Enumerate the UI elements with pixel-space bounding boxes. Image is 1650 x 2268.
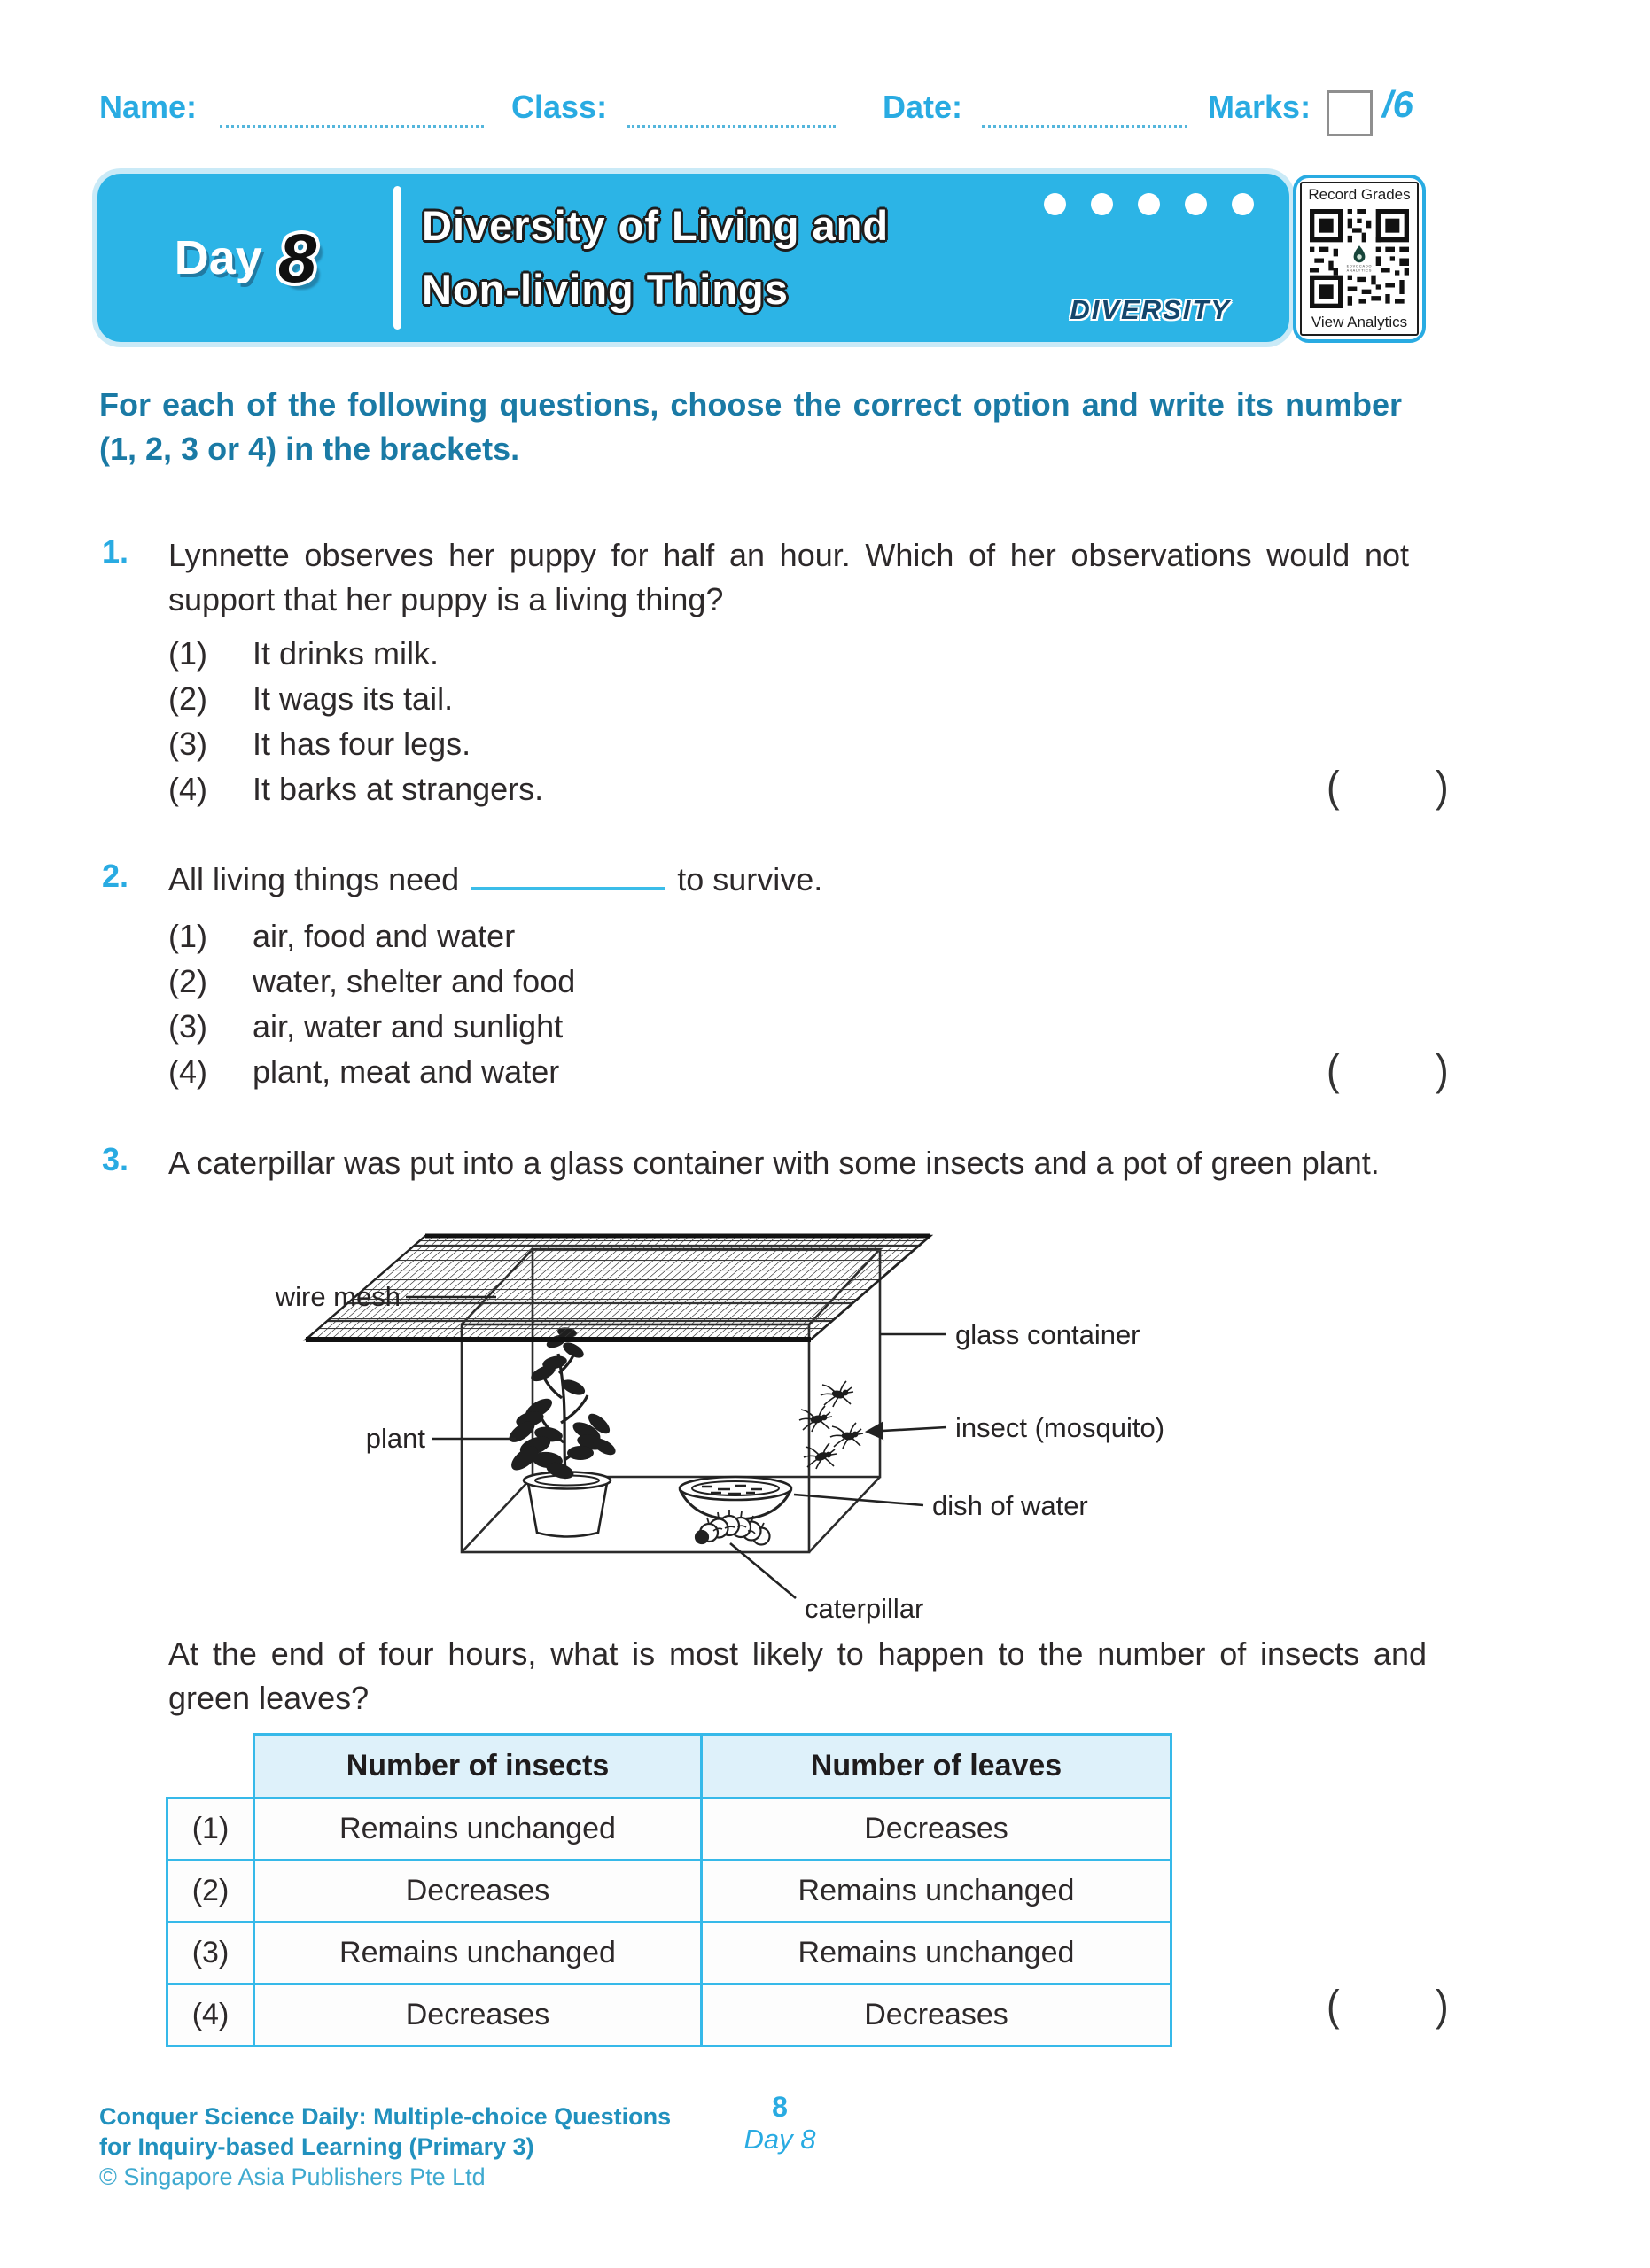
marks-score-box[interactable] <box>1327 90 1373 136</box>
cell-insects: Decreases <box>254 1984 702 2047</box>
question3-text: A caterpillar was put into a glass container with some insects and a pot of green plant. <box>168 1145 1380 1181</box>
dish-pointer <box>794 1495 923 1505</box>
day-label: Day <box>174 231 262 284</box>
cell-insects: Decreases <box>254 1860 702 1922</box>
question1-number: 1. <box>102 533 129 570</box>
table-row <box>167 1798 1171 1860</box>
table-row <box>167 1984 1171 2047</box>
instruction-text: For each of the following questions, choose the correct option and write its number (1, 2, 3 or 4) in the brackets. <box>99 386 1402 467</box>
cell-insects: Remains unchanged <box>254 1798 702 1860</box>
marks-label: Marks: <box>1208 89 1311 125</box>
dish-of-water-figure <box>680 1477 791 1519</box>
option-row <box>168 771 543 816</box>
chapter-title-line1: Diversity of Living and <box>422 202 890 249</box>
copyright-text: © Singapore Asia Publishers Pte Ltd <box>99 2163 486 2190</box>
question2-options <box>168 918 575 1099</box>
answer-bracket-open[interactable]: ( <box>1327 763 1340 812</box>
cell-leaves: Remains unchanged <box>702 1860 1171 1922</box>
banner-divider <box>393 186 401 330</box>
option-number: (2) <box>168 680 207 717</box>
mosquito-icon <box>799 1406 832 1432</box>
mosquito-icon <box>821 1381 853 1407</box>
question2-stem-before: All living things need <box>168 861 460 897</box>
glass-container-diagram <box>204 1221 1311 1628</box>
option-number: (3) <box>168 726 207 762</box>
chapter-title-line2: Non-living Things <box>422 266 789 313</box>
qr-bottom-label: View Analytics <box>1311 314 1408 330</box>
date-write-line[interactable] <box>982 125 1187 128</box>
book-title-line2: for Inquiry-based Learning (Primary 3) <box>99 2133 534 2160</box>
marks-total: /6 <box>1382 83 1414 125</box>
option-text: air, water and sunlight <box>253 1008 564 1045</box>
option-text: water, shelter and food <box>253 963 576 999</box>
answer-bracket-close[interactable]: ) <box>1436 1982 1449 2031</box>
qr-panel <box>1293 175 1426 343</box>
option-row <box>168 680 543 726</box>
page-footer-center <box>709 2091 851 2155</box>
question2-text <box>168 858 1409 902</box>
banner-dots <box>1044 193 1254 215</box>
option-number: (1) <box>168 635 207 672</box>
plant-label: plant <box>365 1423 425 1454</box>
option-text: It has four legs. <box>253 726 471 762</box>
mosquito-icon <box>830 1423 863 1449</box>
answer-bracket-open[interactable]: ( <box>1327 1982 1340 2031</box>
row-number: (3) <box>167 1922 254 1984</box>
table-header-row <box>167 1735 1171 1798</box>
insect-label: insect (mosquito) <box>955 1412 1165 1443</box>
day-number: 8 <box>277 218 317 297</box>
options-table <box>166 1733 1172 2047</box>
question3-number: 3. <box>102 1141 129 1177</box>
dot-icon <box>1091 193 1113 215</box>
cell-insects: Remains unchanged <box>254 1922 702 1984</box>
book-title-line1: Conquer Science Daily: Multiple-choice Questions <box>99 2103 672 2130</box>
option-row <box>168 963 575 1008</box>
day-badge <box>97 174 393 342</box>
option-number: (3) <box>168 1008 207 1045</box>
option-row <box>168 1008 575 1053</box>
option-text: plant, meat and water <box>253 1053 560 1090</box>
qr-top-label: Record Grades <box>1308 186 1411 203</box>
name-write-line[interactable] <box>220 125 484 128</box>
option-text: It barks at strangers. <box>253 771 544 807</box>
option-number: (4) <box>168 1053 207 1090</box>
option-number: (1) <box>168 918 207 954</box>
option-text: It wags its tail. <box>253 680 454 717</box>
column-header-insects: Number of insects <box>254 1735 702 1798</box>
insect-pointer <box>867 1427 946 1432</box>
option-row <box>168 726 543 771</box>
table-corner-cell <box>167 1735 254 1798</box>
qr-logo-text-line2: ANALYTICS <box>1346 268 1373 273</box>
option-number: (2) <box>168 963 207 999</box>
answer-bracket-close[interactable]: ) <box>1436 763 1449 812</box>
option-number: (4) <box>168 771 207 807</box>
cell-leaves: Decreases <box>702 1798 1171 1860</box>
question2-number: 2. <box>102 858 129 894</box>
option-text: It drinks milk. <box>253 635 440 672</box>
answer-bracket-close[interactable]: ) <box>1436 1046 1449 1095</box>
dish-of-water-label: dish of water <box>932 1490 1088 1521</box>
option-row <box>168 635 543 680</box>
wire-mesh-label: wire mesh <box>275 1281 401 1312</box>
qr-code[interactable] <box>1310 209 1409 308</box>
plant-figure <box>506 1326 619 1536</box>
page-number: 8 <box>772 2091 788 2123</box>
qr-frame <box>1300 182 1419 336</box>
dot-icon <box>1044 193 1066 215</box>
question3-followup: At the end of four hours, what is most likely to happen to the number of insects and green leaves? <box>168 1635 1427 1716</box>
cell-leaves: Decreases <box>702 1984 1171 2047</box>
dot-icon <box>1185 193 1207 215</box>
strand-tag: DIVERSITY <box>1070 294 1231 325</box>
chapter-title <box>422 174 889 342</box>
fill-in-blank[interactable] <box>471 864 665 890</box>
class-write-line[interactable] <box>627 125 836 128</box>
caterpillar-label: caterpillar <box>805 1593 924 1624</box>
date-label: Date: <box>883 89 963 125</box>
question1-options <box>168 635 543 816</box>
class-label: Class: <box>511 89 608 125</box>
question2-stem-after: to survive. <box>677 861 823 897</box>
row-number: (2) <box>167 1860 254 1922</box>
option-row <box>168 918 575 963</box>
option-row <box>168 1053 575 1099</box>
table-row <box>167 1860 1171 1922</box>
day-banner <box>97 174 1289 342</box>
dot-icon <box>1232 193 1254 215</box>
glass-container-label: glass container <box>955 1319 1140 1350</box>
question1-text: Lynnette observes her puppy for half an hour. Which of her observations would not support that her puppy is a living thing? <box>168 537 1409 617</box>
qr-logo-text-line1: EDVOCADO <box>1346 264 1373 268</box>
table-row <box>167 1922 1171 1984</box>
answer-bracket-open[interactable]: ( <box>1327 1046 1340 1095</box>
column-header-leaves: Number of leaves <box>702 1735 1171 1798</box>
name-label: Name: <box>99 89 198 125</box>
mosquito-icon <box>804 1443 837 1469</box>
cell-leaves: Remains unchanged <box>702 1922 1171 1984</box>
dot-icon <box>1138 193 1160 215</box>
page-day: Day 8 <box>743 2124 816 2155</box>
row-number: (4) <box>167 1984 254 2047</box>
row-number: (1) <box>167 1798 254 1860</box>
option-text: air, food and water <box>253 918 516 954</box>
